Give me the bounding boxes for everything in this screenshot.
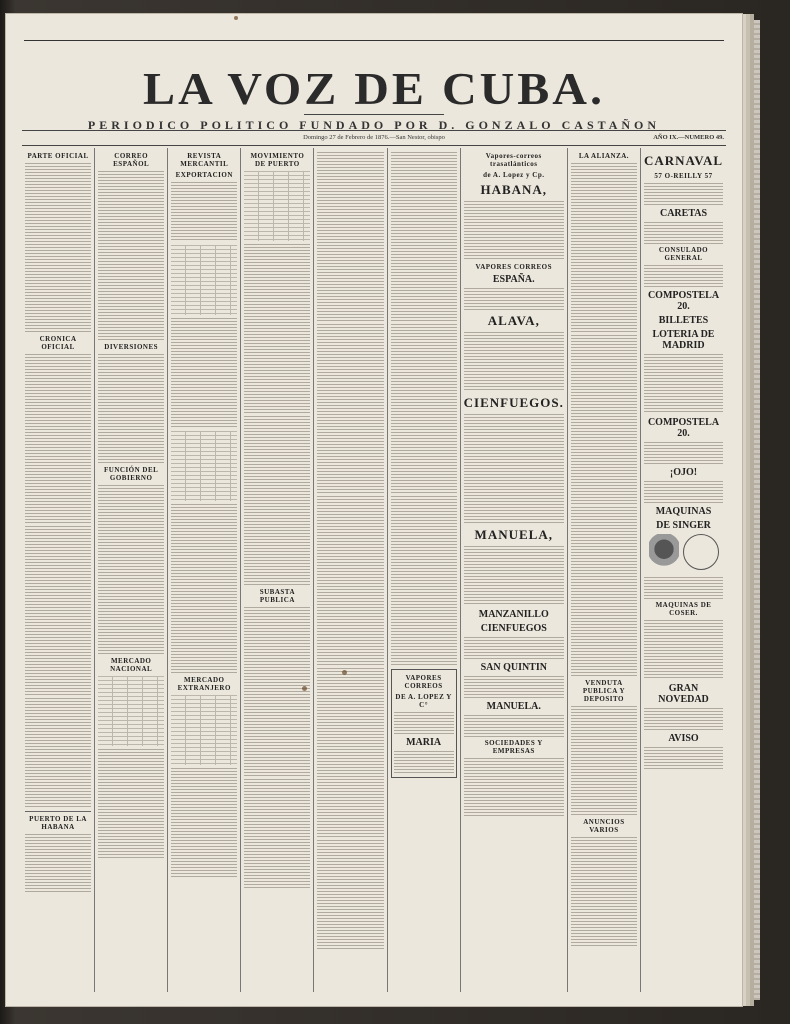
stain <box>302 686 307 691</box>
article-text <box>171 318 237 428</box>
ad-line: de A. Lopez y Cp. <box>483 171 545 179</box>
article-text <box>25 698 91 808</box>
newspaper-subtitle: PERIODICO POLITICO FUNDADO POR D. GONZALO CASTAÑON <box>87 118 661 132</box>
section-heading: SUBASTA PUBLICA <box>259 588 296 604</box>
section-heading: CRONICA OFICIAL <box>39 335 77 351</box>
sewing-machine-illustration <box>649 534 719 574</box>
ad-heading: BILLETES <box>658 315 709 326</box>
price-table <box>171 431 237 501</box>
ad-text <box>644 265 723 287</box>
subtitle-rule <box>304 114 444 115</box>
ad-text <box>644 183 723 205</box>
stain <box>342 670 347 675</box>
ship-name: MARIA <box>406 737 442 748</box>
stain <box>234 16 238 20</box>
article-text <box>98 485 164 655</box>
article-text <box>391 324 457 494</box>
shipping-ad <box>391 669 457 778</box>
section-heading: SOCIEDADES Y EMPRESAS <box>484 739 543 755</box>
ad-text <box>464 758 564 818</box>
newspaper-page <box>6 14 742 1006</box>
section-heading: ANUNCIOS VARIOS <box>583 818 625 834</box>
article-text <box>98 749 164 859</box>
dateline-bar <box>22 130 726 146</box>
ad-heading: DE SINGER <box>656 520 711 531</box>
article-text <box>317 840 383 950</box>
ad-line: 57 O-REILLY 57 <box>654 172 713 180</box>
masthead <box>24 36 724 136</box>
article-text <box>317 324 383 494</box>
ad-heading: Vapores-correos trasatlánticos <box>485 152 542 168</box>
seal-icon <box>683 534 719 570</box>
market-table <box>98 676 164 746</box>
ad-text <box>644 747 723 769</box>
article-text <box>25 163 91 333</box>
date-text: Domingo 27 de Febrero de 1876.—San Nestor, obispo <box>303 134 445 141</box>
ad-heading: MAQUINAS DE COSER. <box>655 601 712 617</box>
section-heading: EXPORTACION <box>175 171 233 179</box>
ad-heading: CARETAS <box>659 208 708 219</box>
ad-heading: MAQUINAS <box>655 506 712 517</box>
column-5 <box>314 148 387 992</box>
section-heading: PARTE OFICIAL <box>27 152 89 160</box>
section-heading: REVISTA MERCANTIL <box>180 152 229 168</box>
article-text <box>244 607 310 777</box>
ad-heading: LA ALIANZA. <box>578 152 630 160</box>
section-heading: VENDUTA PUBLICA Y DEPOSITO <box>582 679 626 703</box>
section-heading: CORREO ESPAÑOL <box>113 152 150 168</box>
ship-name: MANUELA. <box>486 701 541 712</box>
article-text <box>98 171 164 341</box>
article-text <box>317 152 383 322</box>
page-stack-edge <box>754 20 760 1000</box>
article-text <box>391 152 457 322</box>
ad-text <box>571 507 637 677</box>
ad-text <box>644 577 723 599</box>
ship-name: MANZANILLO <box>478 609 549 620</box>
article-text <box>391 496 457 666</box>
ad-heading: CARNAVAL <box>643 153 724 168</box>
ad-text <box>464 414 564 524</box>
article-text <box>317 668 383 838</box>
article-text <box>98 354 164 464</box>
ad-text <box>464 546 564 606</box>
ad-heading: AVISO <box>668 733 699 744</box>
ad-text <box>394 712 454 734</box>
section-heading: DIVERSIONES <box>104 343 159 351</box>
ad-text <box>464 288 564 310</box>
ship-name: CIENFUEGOS <box>480 623 547 634</box>
ad-text <box>644 620 723 680</box>
ship-name: CIENFUEGOS. <box>463 395 564 410</box>
ad-heading: VAPORES CORREOS <box>475 263 552 271</box>
newspaper-title: LA VOZ DE CUBA. <box>143 64 605 115</box>
ad-heading: CONSULADO GENERAL <box>658 246 709 262</box>
ad-text <box>644 442 723 464</box>
ship-name: SAN QUINTIN <box>480 662 547 673</box>
ad-heading: ¡OJO! <box>669 467 698 478</box>
column-4 <box>241 148 314 992</box>
ad-text <box>571 706 637 816</box>
article-text <box>244 416 310 586</box>
section-heading: FUNCIÓN DEL GOBIERNO <box>104 466 159 482</box>
issue-number: AÑO IX.—NUMERO 49. <box>653 134 724 141</box>
article-text <box>25 526 91 696</box>
article-text <box>171 504 237 674</box>
ad-heading: VAPORES CORREOS <box>404 674 443 690</box>
ad-text <box>394 751 454 773</box>
article-text <box>317 496 383 666</box>
page-stack-edge <box>744 20 750 1000</box>
section-heading: MERCADO NACIONAL <box>110 657 153 673</box>
article-text <box>244 779 310 889</box>
article-text <box>25 834 91 894</box>
section-heading: MOVIMIENTO DE PUERTO <box>250 152 305 168</box>
column-2 <box>95 148 168 992</box>
ad-text <box>571 163 637 333</box>
ad-text <box>464 715 564 737</box>
column-6 <box>388 148 461 992</box>
article-text <box>171 768 237 878</box>
column-7 <box>461 148 568 992</box>
article-text <box>25 354 91 524</box>
port-name: HABANA, <box>480 182 548 197</box>
sewing-machine-icon <box>649 534 679 572</box>
ad-text <box>644 481 723 503</box>
ad-text <box>644 354 723 414</box>
ad-line: DE A. LOPEZ Y C° <box>395 693 452 709</box>
price-table <box>171 695 237 765</box>
article-text <box>171 182 237 242</box>
ad-heading: LOTERIA DE MADRID <box>652 329 715 351</box>
ad-text <box>571 837 637 947</box>
ad-heading: COMPOSTELA 20. <box>647 417 720 439</box>
article-text <box>244 244 310 414</box>
ad-text <box>464 676 564 698</box>
section-heading: MERCADO EXTRANJERO <box>177 676 231 692</box>
ship-name: ALAVA, <box>487 313 540 328</box>
ad-text <box>464 332 564 392</box>
columns-container <box>22 148 726 992</box>
ad-text <box>571 335 637 505</box>
ship-name: ESPAÑA. <box>492 274 535 285</box>
column-8 <box>568 148 641 992</box>
section-heading: PUERTO DE LA HABANA <box>29 815 87 831</box>
column-9-ads <box>641 148 726 992</box>
ad-heading: GRAN NOVEDAD <box>658 683 709 705</box>
ad-text <box>644 222 723 244</box>
price-table <box>171 245 237 315</box>
ad-text <box>464 201 564 261</box>
ad-text <box>464 637 564 659</box>
masthead-rule <box>24 40 724 41</box>
ad-heading: COMPOSTELA 20. <box>647 290 720 312</box>
column-1 <box>22 148 95 992</box>
divider <box>25 811 91 812</box>
ad-text <box>644 708 723 730</box>
shipping-table <box>244 171 310 241</box>
ship-name: MANUELA, <box>474 527 553 542</box>
column-3 <box>168 148 241 992</box>
